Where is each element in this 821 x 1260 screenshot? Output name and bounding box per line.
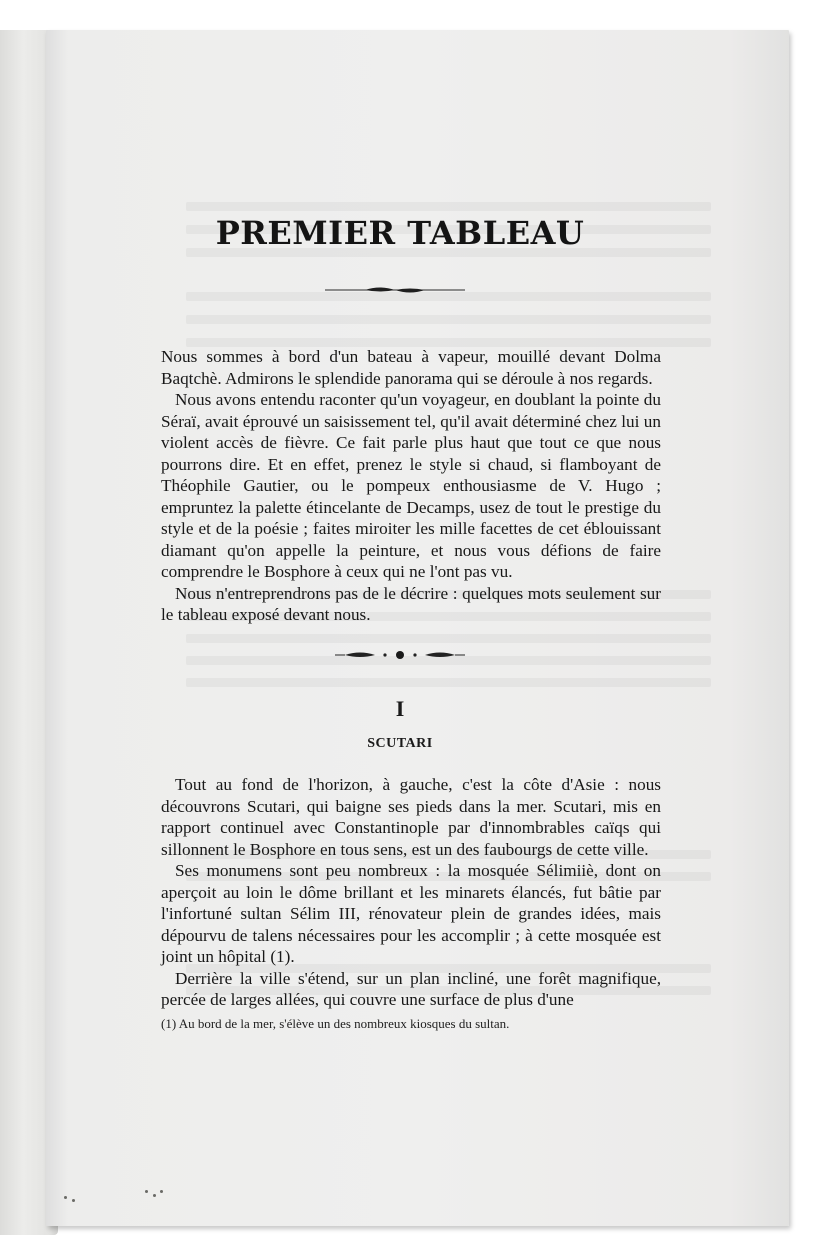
paper-speck <box>160 1190 163 1193</box>
paragraph: Derrière la ville s'étend, sur un plan incliné, une forêt magnifique, percée de larges allées, qui couvre une surface de plus d'une <box>161 968 661 1009</box>
section-text <box>161 774 661 1011</box>
bleed-through-line <box>186 202 711 211</box>
paragraph: Nous n'entreprendrons pas de le décrire : quelques mots seulement sur le tableau exposé devant nous. <box>161 583 661 624</box>
chapter-title: PREMIER TABLEAU <box>215 214 585 252</box>
paper-speck <box>153 1194 156 1197</box>
section-title: SCUTARI <box>367 736 433 751</box>
bleed-through-line <box>186 315 711 324</box>
paragraph: Tout au fond de l'horizon, à gauche, c'est la côte d'Asie : nous découvrons Scutari, qui baigne ses pieds dans la mer. Scutari, mis en rapport continuel avec Constantinople par d'innombrables caïqs qui sillonnent le Bosphore en tous sens, est un des faubourgs de cette ville. <box>161 775 661 859</box>
title-ornament-divider <box>325 284 465 296</box>
paper-speck <box>72 1199 75 1202</box>
footnote: (1) Au bord de la mer, s'élève un des nombreux kiosques du sultan. <box>161 1016 510 1031</box>
paragraph: Ses monumens sont peu nombreux : la mosquée Sélimiiè, dont on aperçoit au loin le dôme brillant et les minarets élancés, fut bâtie par l'infortuné sultan Sélim III, rénovateur plein de grandes idées, mais dépourvu de talens nécessaires pour les accomplir ; à cette mosquée est joint un hôpital (1). <box>161 861 661 966</box>
section-ornament-divider <box>335 649 465 661</box>
paper-speck <box>145 1190 148 1193</box>
paragraph: Nous avons entendu raconter qu'un voyageur, en doublant la pointe du Séraï, avait éprouvé un saisissement tel, qu'il avait déterminé chez lui un violent accès de fièvre. Ce fait parle plus haut que tout ce que nous pourrons dire. Et en effet, prenez le style si chaud, si flamboyant de Théophile Gautier, ou le pompeux enthousiasme de V. Hugo ; empruntez la palette étincelante de Decamps, usez de tout le prestige du style et de la poésie ; faites miroiter les mille facettes de cet éblouissant diamant qu'on appelle la peinture, et nous vous défions de faire comprendre le Bosphore à ceux qui ne l'ont pas vu. <box>161 390 661 581</box>
bleed-through-line <box>186 634 711 643</box>
bleed-through-line <box>186 678 711 687</box>
intro-text <box>161 346 661 626</box>
section-number: I <box>395 696 405 721</box>
book-page <box>46 30 789 1226</box>
paragraph: Nous sommes à bord d'un bateau à vapeur, mouillé devant Dolma Baqtchè. Admirons le splendide panorama qui se déroule à nos regards. <box>161 347 661 388</box>
paper-speck <box>64 1196 67 1199</box>
